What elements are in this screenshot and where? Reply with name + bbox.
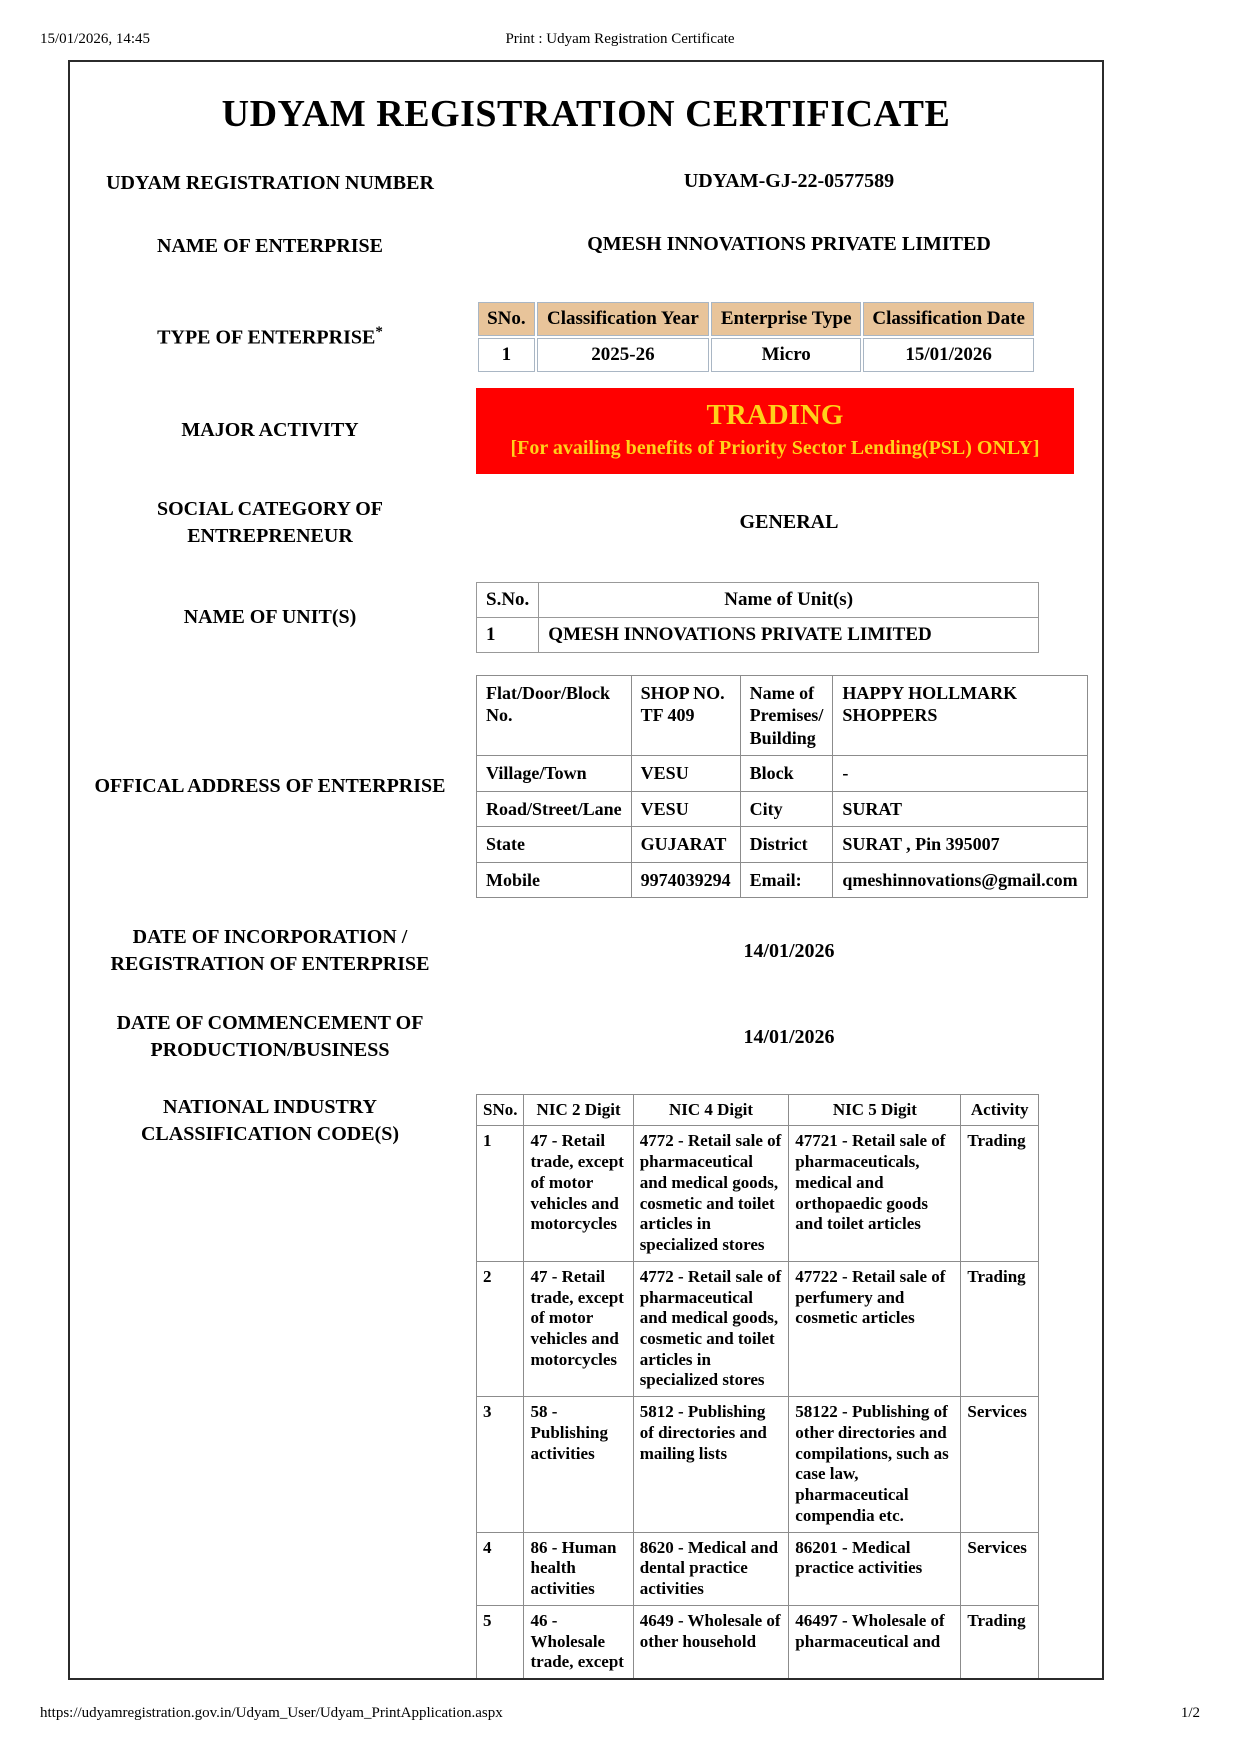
nic-cell-2digit: 86 - Human health activities bbox=[524, 1532, 633, 1605]
classification-cell-sno: 1 bbox=[478, 338, 535, 372]
table-row bbox=[477, 756, 1088, 792]
social-category-row bbox=[70, 496, 1102, 550]
date-incorporation-value: 14/01/2026 bbox=[743, 939, 835, 962]
classification-cell-date: 15/01/2026 bbox=[863, 338, 1034, 372]
nic-table-wrap bbox=[470, 1094, 1102, 1679]
nic-cell-sno: 3 bbox=[477, 1397, 524, 1532]
date-commencement-value: 14/01/2026 bbox=[743, 1025, 835, 1048]
table-row bbox=[477, 1605, 1039, 1678]
nic-cell-sno: 5 bbox=[477, 1605, 524, 1678]
address-val-state: GUJARAT bbox=[631, 827, 740, 863]
date-incorporation-label-line2: REGISTRATION OF ENTERPRISE bbox=[110, 953, 430, 976]
print-title: Print : Udyam Registration Certificate bbox=[505, 31, 735, 47]
nic-cell-2digit: 47 - Retail trade, except of motor vehicles and motorcycles bbox=[524, 1261, 633, 1396]
classification-col-type: Enterprise Type bbox=[711, 302, 861, 336]
nic-cell-sno: 2 bbox=[477, 1261, 524, 1396]
units-col-name: Name of Unit(s) bbox=[539, 582, 1039, 617]
classification-col-sno: SNo. bbox=[478, 302, 535, 336]
address-val-city: SURAT bbox=[833, 791, 1087, 827]
social-category-label-line1: SOCIAL CATEGORY OF bbox=[157, 497, 383, 520]
social-category-value: GENERAL bbox=[739, 511, 839, 534]
units-label: NAME OF UNIT(S) bbox=[183, 605, 357, 628]
enterprise-name-row bbox=[70, 233, 1102, 260]
address-key-mobile: Mobile bbox=[477, 862, 632, 898]
table-row bbox=[478, 338, 1034, 372]
nic-cell-4digit: 4772 - Retail sale of pharmaceutical and medical goods, cosmetic and toilet articles in specialized stores bbox=[633, 1261, 789, 1396]
enterprise-name-label: NAME OF ENTERPRISE bbox=[157, 235, 383, 257]
print-footer-url: https://udyamregistration.gov.in/Udyam_User/Udyam_PrintApplication.aspx bbox=[40, 1705, 503, 1721]
date-incorporation-label-line1: DATE OF INCORPORATION / bbox=[132, 926, 408, 949]
address-table-wrap bbox=[470, 675, 1102, 899]
address-label: OFFICAL ADDRESS OF ENTERPRISE bbox=[94, 775, 446, 798]
nic-cell-4digit: 4649 - Wholesale of other household bbox=[633, 1605, 789, 1678]
nic-row bbox=[70, 1094, 1102, 1679]
nic-table bbox=[476, 1094, 1039, 1679]
table-row bbox=[477, 1261, 1039, 1396]
registration-number-value: UDYAM-GJ-22-0577589 bbox=[683, 170, 895, 192]
nic-label-line1: NATIONAL INDUSTRY bbox=[163, 1096, 377, 1119]
enterprise-type-table-wrap bbox=[470, 300, 1102, 374]
units-header-row bbox=[477, 582, 1039, 617]
print-footer bbox=[0, 1702, 1240, 1724]
address-val-email: qmeshinnovations@gmail.com bbox=[833, 862, 1087, 898]
nic-cell-activity: Trading bbox=[961, 1126, 1039, 1261]
nic-label-line2: CLASSIFICATION CODE(S) bbox=[140, 1123, 399, 1146]
print-date: 15/01/2026, 14:45 bbox=[40, 31, 151, 47]
nic-cell-2digit: 47 - Retail trade, except of motor vehicles and motorcycles bbox=[524, 1126, 633, 1261]
units-table bbox=[476, 582, 1039, 653]
address-key-premises: Name of Premises/ Building bbox=[740, 675, 833, 756]
table-row bbox=[477, 1126, 1039, 1261]
major-activity-label: MAJOR ACTIVITY bbox=[181, 419, 359, 442]
table-row bbox=[477, 827, 1088, 863]
nic-cell-5digit: 47721 - Retail sale of pharmaceuticals, medical and orthopaedic goods and toilet articles bbox=[789, 1126, 961, 1261]
units-cell-sno: 1 bbox=[477, 617, 539, 652]
date-commencement-row bbox=[70, 1010, 1102, 1064]
major-activity-value-wrap bbox=[470, 388, 1102, 474]
major-activity-row bbox=[70, 388, 1102, 474]
classification-header-row bbox=[478, 302, 1034, 336]
nic-cell-2digit: 46 - Wholesale trade, except bbox=[524, 1605, 633, 1678]
date-commencement-label-line2: PRODUCTION/BUSINESS bbox=[150, 1039, 390, 1062]
nic-cell-4digit: 8620 - Medical and dental practice activities bbox=[633, 1532, 789, 1605]
nic-col-sno: SNo. bbox=[477, 1095, 524, 1126]
classification-cell-year: 2025-26 bbox=[537, 338, 709, 372]
enterprise-type-asterisk: * bbox=[375, 324, 383, 341]
nic-cell-5digit: 47722 - Retail sale of perfumery and cosmetic articles bbox=[789, 1261, 961, 1396]
nic-cell-5digit: 58122 - Publishing of other directories and compilations, such as case law, pharmaceutical compendia etc. bbox=[789, 1397, 961, 1532]
nic-col-4digit: NIC 4 Digit bbox=[633, 1095, 789, 1126]
nic-cell-activity: Services bbox=[961, 1532, 1039, 1605]
table-row bbox=[477, 617, 1039, 652]
nic-cell-sno: 1 bbox=[477, 1126, 524, 1261]
certificate-title: UDYAM REGISTRATION CERTIFICATE bbox=[221, 93, 951, 135]
registration-number-row bbox=[70, 170, 1102, 197]
nic-cell-4digit: 5812 - Publishing of directories and mailing lists bbox=[633, 1397, 789, 1532]
address-key-village: Village/Town bbox=[477, 756, 632, 792]
address-key-city: City bbox=[740, 791, 833, 827]
units-row bbox=[70, 582, 1102, 653]
address-key-block: Block bbox=[740, 756, 833, 792]
nic-col-activity: Activity bbox=[961, 1095, 1039, 1126]
enterprise-type-row bbox=[70, 300, 1102, 374]
address-key-flat: Flat/Door/Block No. bbox=[477, 675, 632, 756]
print-footer-page: 1/2 bbox=[1180, 1705, 1200, 1721]
nic-cell-activity: Trading bbox=[961, 1605, 1039, 1678]
address-key-email: Email: bbox=[740, 862, 833, 898]
print-header bbox=[0, 28, 1240, 50]
units-cell-name: QMESH INNOVATIONS PRIVATE LIMITED bbox=[539, 617, 1039, 652]
units-col-sno: S.No. bbox=[477, 582, 539, 617]
nic-cell-2digit: 58 - Publishing activities bbox=[524, 1397, 633, 1532]
enterprise-name-value: QMESH INNOVATIONS PRIVATE LIMITED bbox=[587, 233, 991, 255]
enterprise-type-label-text: TYPE OF ENTERPRISE bbox=[157, 326, 376, 349]
classification-col-year: Classification Year bbox=[537, 302, 709, 336]
classification-table bbox=[476, 300, 1036, 374]
nic-header-row bbox=[477, 1095, 1039, 1126]
nic-col-2digit: NIC 2 Digit bbox=[524, 1095, 633, 1126]
psl-banner bbox=[476, 388, 1074, 474]
address-val-block: - bbox=[833, 756, 1087, 792]
nic-cell-activity: Services bbox=[961, 1397, 1039, 1532]
address-val-flat: SHOP NO. TF 409 bbox=[631, 675, 740, 756]
address-val-village: VESU bbox=[631, 756, 740, 792]
table-row bbox=[477, 862, 1088, 898]
address-val-mobile: 9974039294 bbox=[631, 862, 740, 898]
address-table bbox=[476, 675, 1088, 899]
classification-col-date: Classification Date bbox=[863, 302, 1034, 336]
nic-cell-activity: Trading bbox=[961, 1261, 1039, 1396]
classification-cell-type: Micro bbox=[711, 338, 861, 372]
date-incorporation-row bbox=[70, 924, 1102, 978]
units-table-wrap bbox=[470, 582, 1102, 653]
date-commencement-label-line1: DATE OF COMMENCEMENT OF bbox=[116, 1012, 424, 1035]
nic-label bbox=[70, 1094, 470, 1148]
address-key-road: Road/Street/Lane bbox=[477, 791, 632, 827]
certificate-frame bbox=[68, 60, 1104, 1680]
nic-cell-4digit: 4772 - Retail sale of pharmaceutical and medical goods, cosmetic and toilet articles in specialized stores bbox=[633, 1126, 789, 1261]
nic-cell-5digit: 46497 - Wholesale of pharmaceutical and bbox=[789, 1605, 961, 1678]
registration-number-label: UDYAM REGISTRATION NUMBER bbox=[106, 172, 434, 194]
table-row bbox=[477, 1397, 1039, 1532]
address-key-district: District bbox=[740, 827, 833, 863]
address-val-district: SURAT , Pin 395007 bbox=[833, 827, 1087, 863]
date-commencement-label bbox=[70, 1010, 470, 1064]
table-row bbox=[477, 675, 1088, 756]
table-row bbox=[477, 791, 1088, 827]
social-category-label-line2: ENTREPRENEUR bbox=[187, 524, 353, 547]
date-incorporation-label bbox=[70, 924, 470, 978]
enterprise-type-label bbox=[70, 322, 470, 352]
psl-banner-main: TRADING bbox=[706, 399, 844, 431]
address-val-road: VESU bbox=[631, 791, 740, 827]
table-row bbox=[477, 1532, 1039, 1605]
address-row bbox=[70, 675, 1102, 899]
psl-banner-sub: [For availing benefits of Priority Sector Lending(PSL) ONLY] bbox=[510, 436, 1040, 459]
address-key-state: State bbox=[477, 827, 632, 863]
nic-cell-sno: 4 bbox=[477, 1532, 524, 1605]
address-val-premises: HAPPY HOLLMARK SHOPPERS bbox=[833, 675, 1087, 756]
social-category-label bbox=[70, 496, 470, 550]
nic-cell-5digit: 86201 - Medical practice activities bbox=[789, 1532, 961, 1605]
nic-col-5digit: NIC 5 Digit bbox=[789, 1095, 961, 1126]
